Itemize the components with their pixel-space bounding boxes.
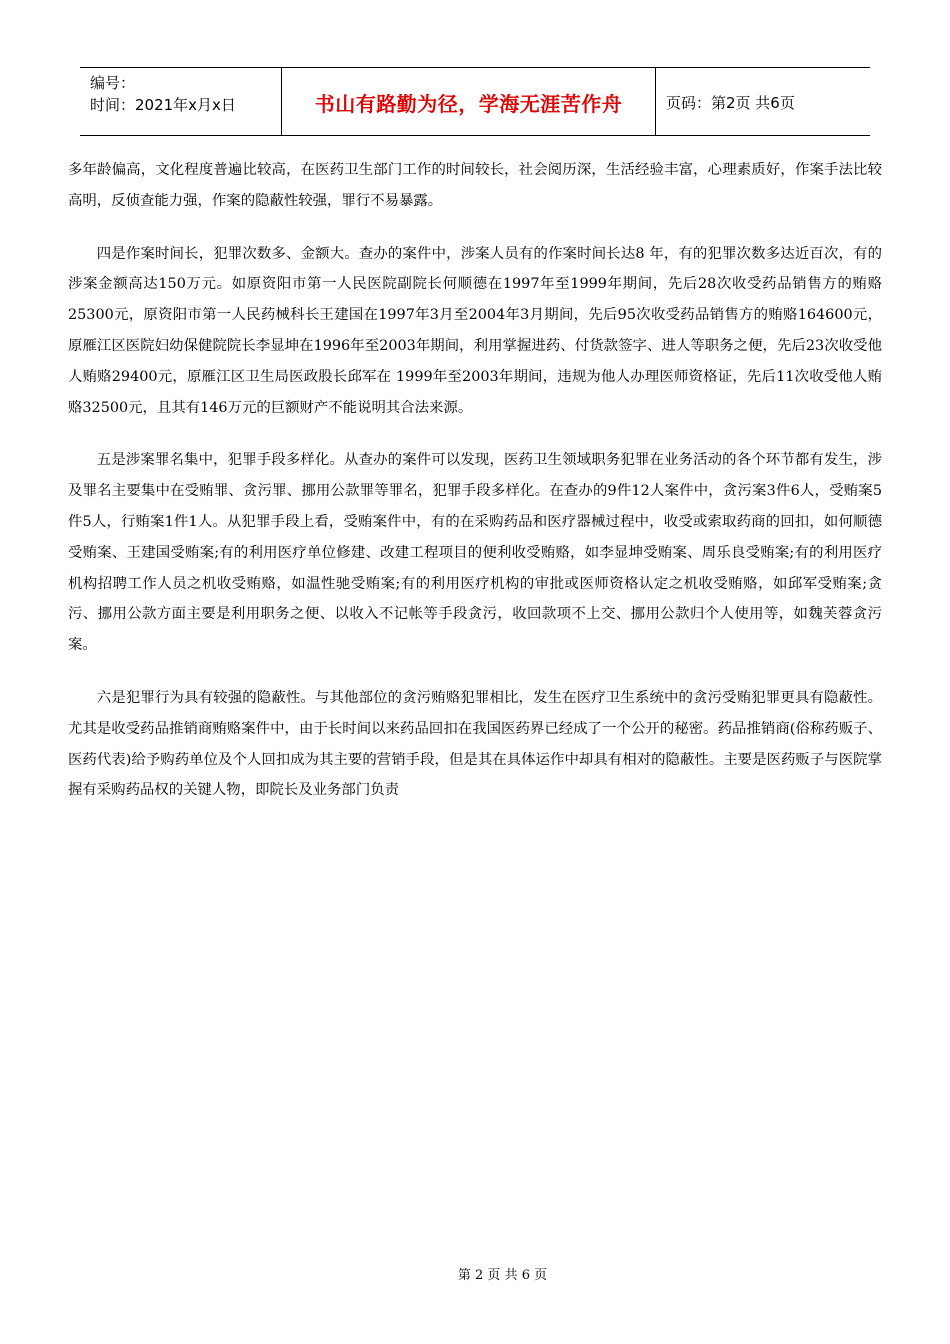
page-footer bbox=[0, 1264, 950, 1283]
body-paragraph: 五是涉案罪名集中，犯罪手段多样化。从查办的案件可以发现，医药卫生领域职务犯罪在业务活动的各个环节都有发生，涉及罪名主要集中在受贿罪、贪污罪、挪用公款罪等罪名，犯罪手段多样化。在查办的9件12人案件中，贪污案3件6人，受贿案5件5人，行贿案1件1人。从犯罪手段上看，受贿案件中，有的在采购药品和医疗器械过程中，收受或索取药商的回扣，如何顺德受贿案、王建国受贿案;有的利用医疗单位修建、改建工程项目的便利收受贿赂，如李显坤受贿案、周乐良受贿案;有的利用医疗机构招聘工作人员之机收受贿赂，如温性驰受贿案;有的利用医疗机构的审批或医师资格认定之机收受贿赂，如邱军受贿案;贪污、挪用公款方面主要是利用职务之便、以收入不记帐等手段贪污，收回款项不上交、挪用公款归个人使用等，如魏芙蓉贪污案。 bbox=[68, 452, 882, 654]
header-motto-cell bbox=[282, 68, 656, 135]
header-meta-cell bbox=[80, 68, 282, 135]
body-paragraph: 多年龄偏高，文化程度普遍比较高，在医药卫生部门工作的时间较长，社会阅历深，生活经验丰富，心理素质好，作案手法比较高明，反侦查能力强，作案的隐蔽性较强，罪行不易暴露。 bbox=[68, 162, 882, 209]
document-body bbox=[68, 155, 882, 806]
header-page-cell bbox=[656, 68, 870, 135]
header-motto: 书山有路勤为径，学海无涯苦作舟 bbox=[314, 92, 623, 116]
document-number-label: 编号： bbox=[90, 74, 136, 92]
document-date-label: 时间：2021年x月x日 bbox=[90, 96, 236, 114]
body-paragraph: 四是作案时间长，犯罪次数多、金额大。查办的案件中，涉案人员有的作案时间长达8 年，有的犯罪次数多达近百次，有的涉案金额高达150万元。如原资阳市第一人民医院副院长何顺德在1997年至1999年期间，先后28次收受药品销售方的贿赂25300元，原资阳市第一人民药械科长王建国在1997年3月至2004年3月期间，先后95次收受药品销售方的贿赂164600元，原雁江区医院妇幼保健院院长李显坤在1996年至2003年期间，利用掌握进药、付货款签字、进人等职务之便，先后23次收受他人贿赂29400元，原雁江区卫生局医政股长邱军在 1999年至2003年期间，违规为他人办理医师资格证，先后11次收受他人贿赂32500元，且其有146万元的巨额财产不能说明其合法来源。 bbox=[68, 245, 882, 416]
header-page-number: 页码：第2页 共6页 bbox=[666, 94, 795, 112]
document-header bbox=[80, 67, 870, 136]
footer-page-number: 第 2 页 共 6 页 bbox=[457, 1268, 548, 1283]
body-paragraph: 六是犯罪行为具有较强的隐蔽性。与其他部位的贪污贿赂犯罪相比，发生在医疗卫生系统中的贪污受贿犯罪更具有隐蔽性。尤其是收受药品推销商贿赂案件中，由于长时间以来药品回扣在我国医药界已经成了一个公开的秘密。药品推销商(俗称药贩子、医药代表)给予购药单位及个人回扣成为其主要的营销手段，但是其在具体运作中却具有相对的隐蔽性。主要是医药贩子与医院掌握有采购药品权的关键人物，即院长及业务部门负责 bbox=[68, 689, 882, 799]
